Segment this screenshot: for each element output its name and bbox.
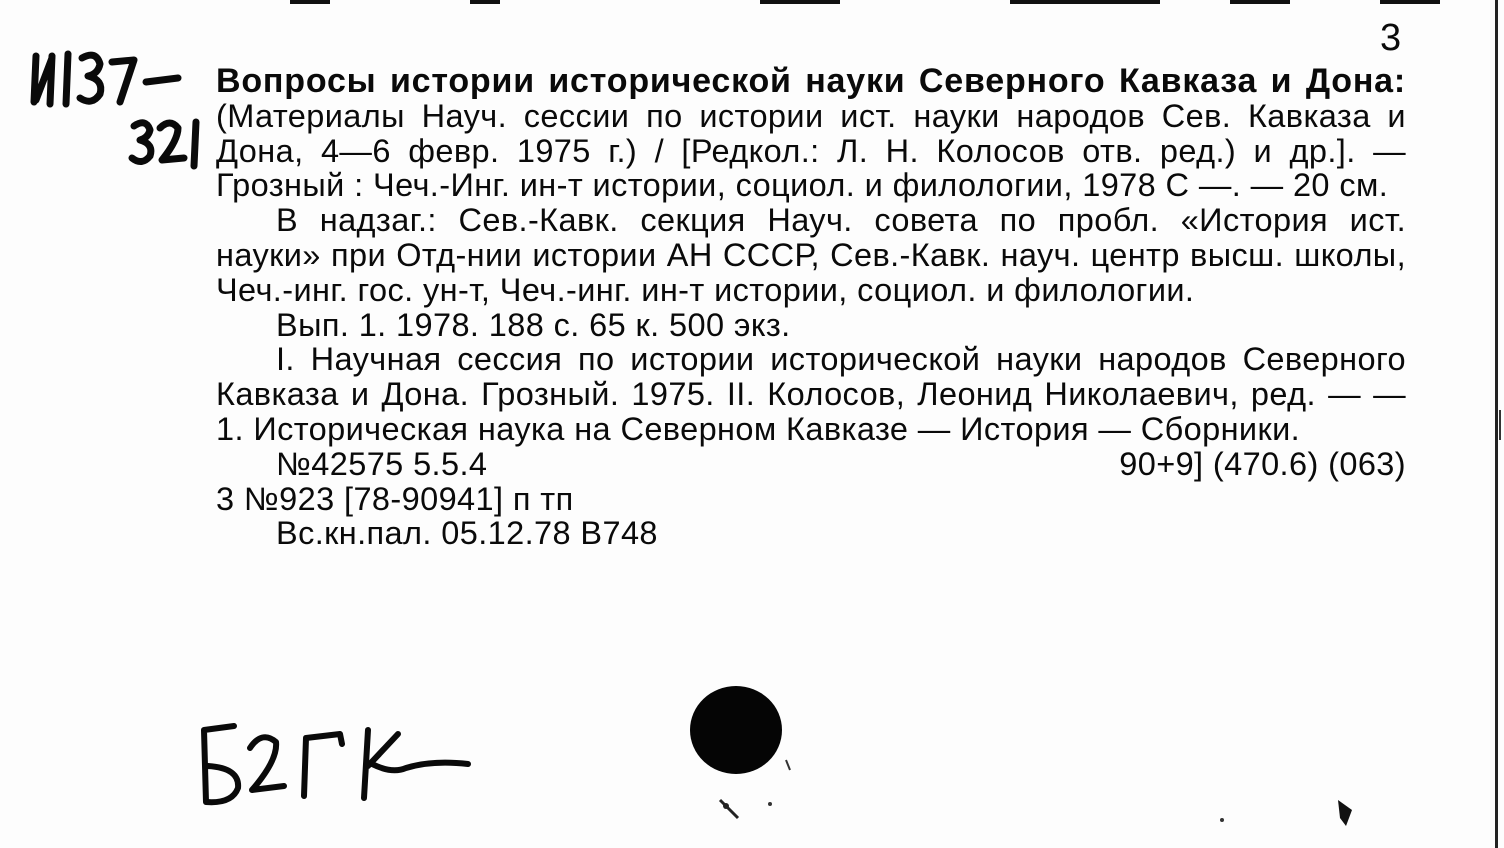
book-chamber-line: Вс.кн.пал. 05.12.78 В748 bbox=[276, 515, 658, 552]
title-block bbox=[216, 64, 1406, 203]
subject-headings: I. Научная сессия по истории исторической науки народов Северного Кавказа и Дона. Грозный. 1975. II. Колосов, Леонид Николаевич, ред. — — 1. Историческая наука на Северном Кавказе — История — Сборники. bbox=[216, 341, 1406, 447]
title-details: (Материалы Науч. сессии по истории ист. науки народов Сев. Кавказа и Дона, 4—6 февр. 1975 г.) / [Редкол.: Л. Н. Колосов отв. ред.) и др.]. — Грозный : Чеч.-Инг. ин-т истории, социол. и филологии, 1978 С —. — 20 см. bbox=[216, 97, 1406, 204]
handwritten-code bbox=[192, 704, 492, 814]
page-number: 3 bbox=[1380, 17, 1402, 59]
title-bold: Вопросы истории исторической науки Северного Кавказа и Дона: bbox=[216, 62, 1406, 100]
note-heading: В надзаг.: Сев.-Кавк. секция Науч. совета по пробл. «История ист. науки» при Отд-нии истории АН СССР, Сев.-Кавк. науч. центр высш. школы, Чеч.-инг. гос. ун-т, Чеч.-инг. ин-т истории, социол. и филологии. bbox=[216, 202, 1406, 308]
punch-hole bbox=[688, 684, 784, 780]
record-row bbox=[216, 447, 1406, 482]
shelf-mark-handwritten bbox=[28, 42, 218, 172]
top-border-marks bbox=[0, 0, 1504, 4]
order-line: 3 №923 [78-90941] п тп bbox=[216, 480, 574, 517]
issue-line: Вып. 1. 1978. 188 с. 65 к. 500 экз. bbox=[276, 306, 791, 343]
record-number: №42575 5.5.4 bbox=[276, 445, 488, 482]
catalog-text bbox=[216, 64, 1406, 551]
card-right-edge bbox=[1495, 0, 1498, 848]
classification-code: 90+9] (470.6) (063) bbox=[1119, 445, 1406, 482]
